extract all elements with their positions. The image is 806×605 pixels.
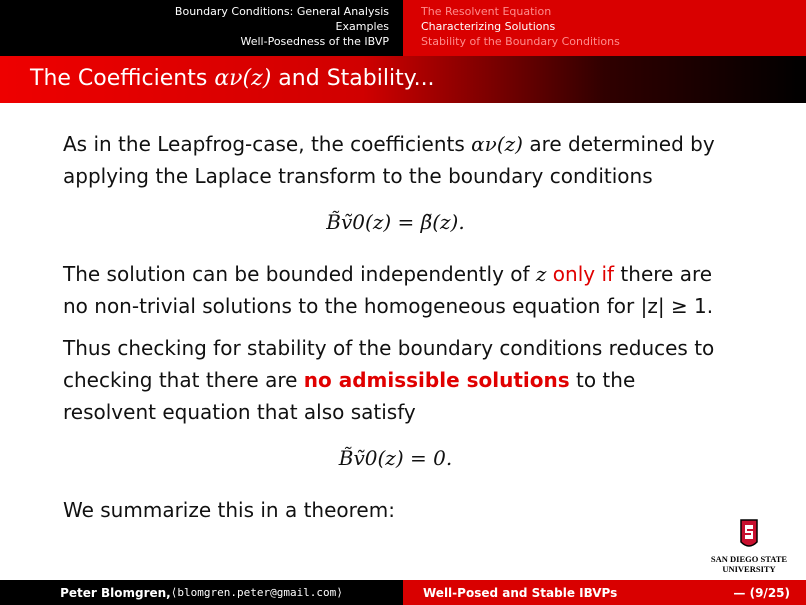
text: The solution can be bounded independently of: [63, 262, 536, 286]
text: are determined by applying the Laplace transform to the boundary conditions: [63, 132, 715, 188]
math-symbol: αν(z): [471, 132, 523, 156]
page-number: — (9/25): [733, 585, 790, 600]
talk-title: Well-Posed and Stable IBVPs: [423, 585, 618, 600]
section-link[interactable]: Examples: [335, 20, 389, 33]
highlight-text: only if: [546, 262, 615, 286]
subsection-link[interactable]: The Resolvent Equation: [421, 5, 552, 18]
paragraph-4: We summarize this in a theorem:: [63, 498, 395, 522]
highlight-text: no admissible solutions: [303, 368, 570, 392]
author-email[interactable]: ⟨blomgren.peter@gmail.com⟩: [170, 586, 343, 599]
subsection-link[interactable]: Stability of the Boundary Conditions: [421, 35, 620, 48]
equation-1: B̃ṽ0(z) = β̃(z).: [326, 210, 465, 234]
text: Thus checking for stability of the boundary conditions reduces to checking that there are: [63, 336, 715, 392]
text: As in the Leapfrog-case, the coefficients: [63, 132, 472, 156]
equation-2: B̃ṽ0(z) = 0.: [338, 446, 453, 470]
subsection-link-active[interactable]: Characterizing Solutions: [421, 20, 556, 33]
slide-title: [30, 65, 435, 93]
section-link[interactable]: Boundary Conditions: General Analysis: [174, 5, 389, 18]
paragraph-1: [63, 128, 728, 192]
footer-author: [0, 580, 403, 605]
logo-emblem-icon: [710, 518, 788, 578]
title-text: The Coefficients: [30, 66, 215, 91]
paragraph-3: [63, 332, 728, 428]
text: there are no non-trivial solutions to the homogeneous equation for |z| ≥ 1.: [63, 262, 714, 318]
section-link[interactable]: Well-Posedness of the IBVP: [240, 35, 389, 48]
slide-body: [63, 128, 728, 526]
logo-text-line2: UNIVERSITY: [722, 564, 776, 574]
university-logo: [710, 518, 788, 578]
top-navigation-bar: [0, 0, 806, 56]
footer-bar: [0, 580, 806, 605]
title-symbol: αν(z): [214, 66, 272, 91]
footer-info: [403, 580, 806, 605]
paragraph-2: [63, 258, 728, 322]
subsection-nav: [403, 0, 806, 56]
author-name: Peter Blomgren,: [60, 585, 171, 600]
text: to the resolvent equation that also satisfy: [63, 368, 636, 424]
section-nav: [0, 0, 403, 56]
logo-text-line1: SAN DIEGO STATE: [710, 554, 788, 564]
title-text-suffix: and Stability...: [271, 66, 435, 91]
math-symbol: z: [535, 262, 547, 286]
slide-title-bar: [0, 56, 806, 103]
